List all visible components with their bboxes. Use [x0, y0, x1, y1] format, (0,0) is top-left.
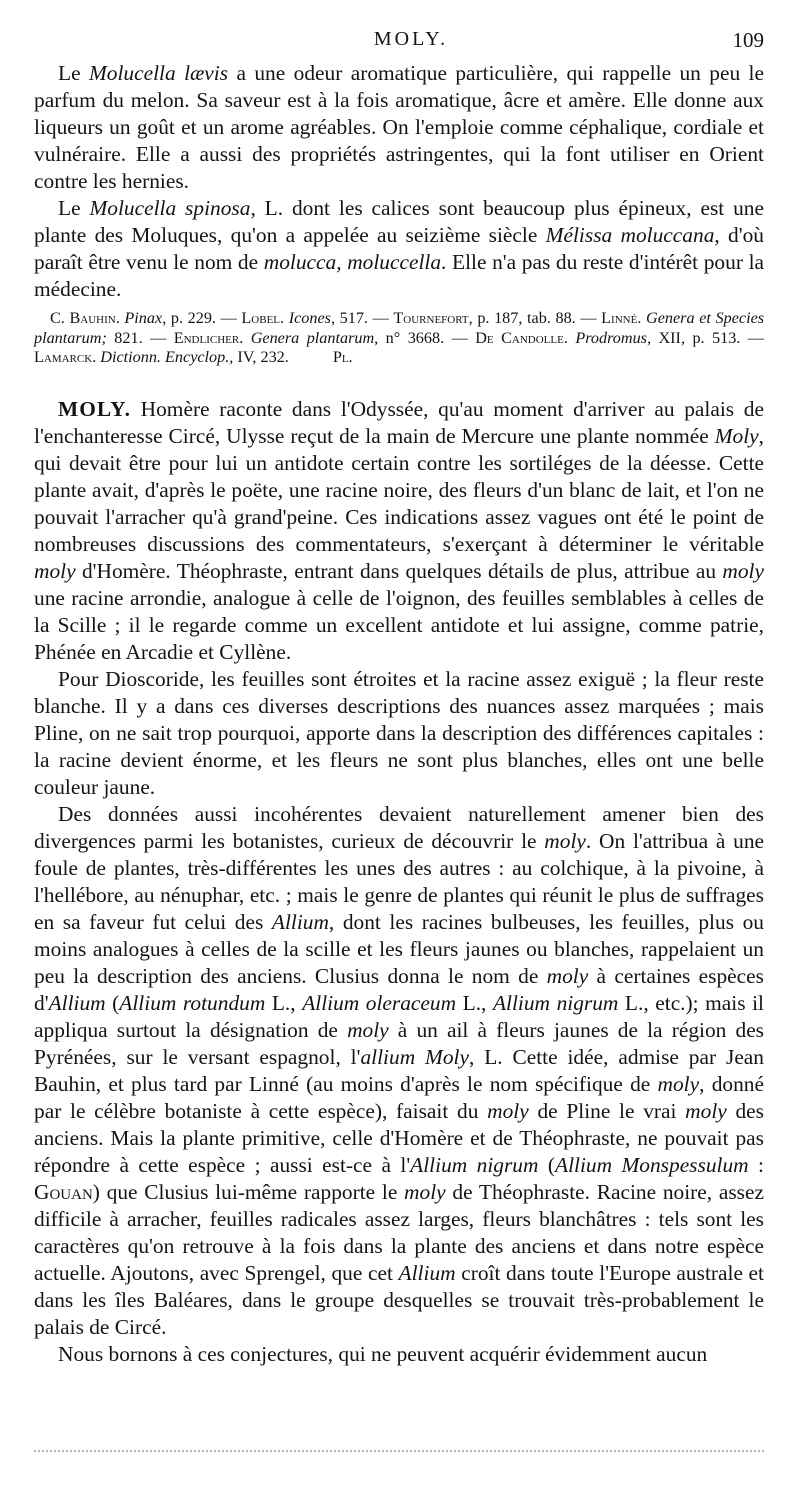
moly-section [34, 396, 764, 1368]
page-number: 109 [732, 28, 764, 52]
entry-headword: MOLY. [58, 397, 131, 421]
moly-paragraph-2: Pour Dioscoride, les feuilles sont étroites et la racine assez exiguë ; la fleur reste blanche. Il y a dans ces diverses descriptions des nuances assez marquées ; mais Pline, on ne sait trop pourquoi, apporte dans la description des différences capitales : la racine devient énorme, et les fleurs ne sont plus blanches, elles ont une belle couleur jaune. [34, 667, 764, 799]
moly-paragraph-4: Nous bornons à ces conjectures, qui ne peuvent acquérir évidemment aucun [58, 1342, 708, 1366]
author-signature: Pl. [332, 348, 353, 366]
moly-paragraph-3: Des données aussi incohérentes devaient naturellement amener bien des divergences parmi les botanistes, curieux de découvrir le moly. On l'attribua à une foule de plantes, très-différentes les unes des autres : au colchique, à la pivoine, à l'hellébore, au nénuphar, etc. ; mais le genre de plantes qui réunit le plus de suffrages en sa faveur fut celui des Allium, dont les racines bulbeuses, les feuilles, plus ou moins analogues à celles de la scille et les fleurs jaunes ou blanches, rappelaient un peu la description des anciens. Clusius donna le nom de moly à certaines espèces d'Allium (Allium rotundum L., Allium oleraceum L., Allium nigrum L., etc.); mais il appliqua surtout la désignation de moly à un ail à fleurs jaunes de la région des Pyrénées, sur le versant espagnol, l'allium Moly, L. Cette idée, admise par Jean Bauhin, et plus tard par Linné (au moins d'après le nom spécifique de moly, donné par le célèbre botaniste à cette espèce), faisait du moly de Pline le vrai moly des anciens. Mais la plante primitive, celle d'Homère et de Théophraste, ne pouvait pas répondre à cette espèce ; aussi est-ce à l'Allium nigrum (Allium Monspessulum : Gouan) que Clusius lui-même rapporte le moly de Théophraste. Racine noire, assez difficile à arracher, feuilles radicales assez larges, fleurs blanchâtres : tels sont les caractères qu'on retrouve à la fois dans la plante des anciens et dans notre espèce actuelle. Ajoutons, avec Sprengel, que cet Allium croît dans toute l'Europe australe et dans les îles Baléares, dans le groupe desquelles se trouvait très-probablement le palais de Circé. [34, 802, 765, 1339]
bottom-dotted-rule [34, 1444, 764, 1452]
molucella-references: C. Bauhin. Pinax, p. 229. — Lobel. Icones, 517. — Tournefort, p. 187, tab. 88. — Linné. Genera et Species plantarum; 821. — Endlicher. Genera plantarum, n° 3668. — De Candolle. Prodromus, XII, p. 513. — Lamarck. Dictionn. Encyclop., IV, 232. Pl. [34, 309, 765, 366]
molucella-paragraph-2: Le Molucella spinosa, L. dont les calices sont beaucoup plus épineux, est une plante des Moluques, qu'on a appelée au seizième siècle Mélissa moluccana, d'où paraît être venu le nom de molucca, moluccella. Elle n'a pas du reste d'intérêt pour la médecine. [34, 196, 765, 301]
running-title: MOLY. [373, 28, 449, 50]
molucella-paragraph-1: Le Molucella lævis a une odeur aromatique particulière, qui rappelle un peu le parfum du melon. Sa saveur est à la fois aromatique, âcre et amère. Elle donne aux liqueurs un goût et un arome agréables. On l'emploie comme céphalique, cordiale et vulnéraire. Elle a aussi des propriétés astringentes, qui la font utiliser en Orient contre les hernies. [34, 61, 764, 193]
molucella-section [34, 60, 764, 368]
running-header [58, 26, 764, 56]
moly-paragraph-1: MOLY. Homère raconte dans l'Odyssée, qu'au moment d'arriver au palais de l'enchanteresse Circé, Ulysse reçut de la main de Mercure une plante nommée Moly, qui devait être pour lui un antidote certain contre les sortiléges de la déesse. Cette plante avait, d'après le poëte, une racine noire, des fleurs d'un blanc de lait, et l'on ne pouvait l'arracher qu'à grand'peine. Ces indications assez vagues ont été le point de nombreuses discussions des commentateurs, s'exerçant à déterminer le véritable moly d'Homère. Théophraste, entrant dans quelques détails de plus, attribue au moly une racine arrondie, analogue à celle de l'oignon, des feuilles semblables à celles de la Scille ; il le regarde comme un excellent antidote et lui assigne, comme patrie, Phénée en Arcadie et Cyllène. [34, 397, 764, 664]
